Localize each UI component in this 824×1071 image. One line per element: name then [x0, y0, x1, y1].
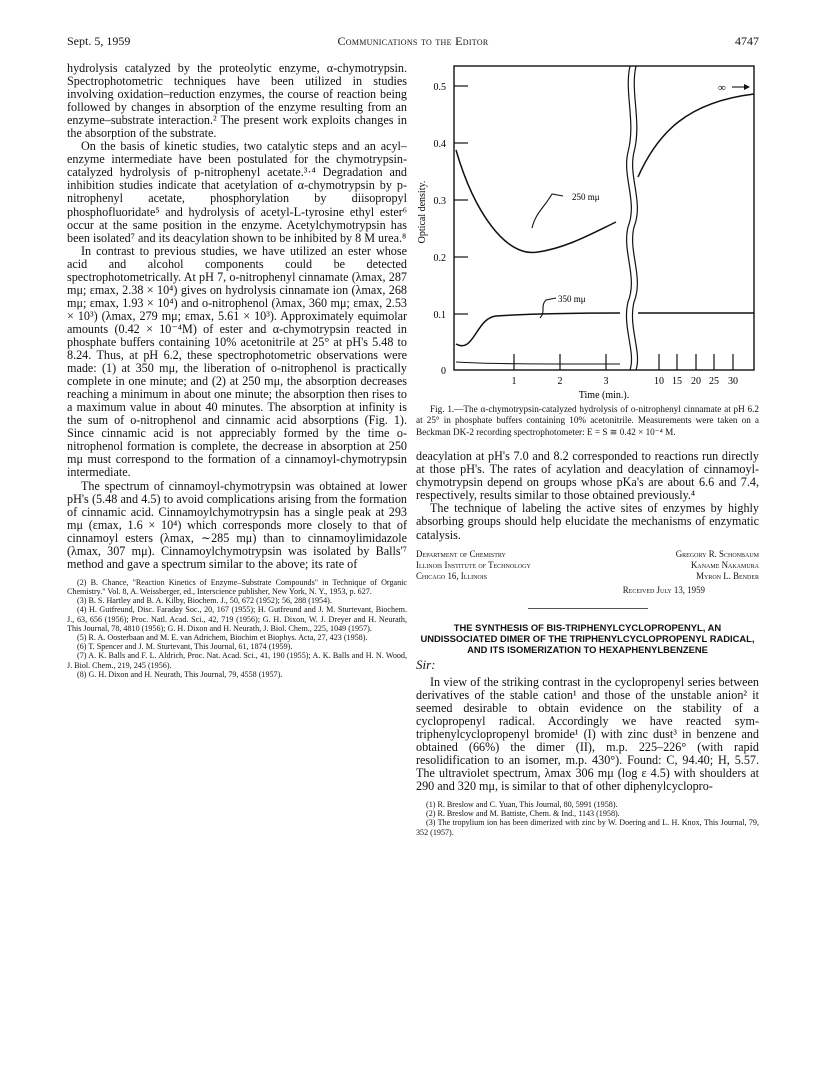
affiliation-block [416, 549, 759, 583]
left-column [67, 62, 407, 1052]
x-tick-label: 20 [691, 376, 701, 387]
header-section: Communications to the Editor [337, 34, 489, 48]
footnote: (2) B. Chance, "Reaction Kinetics of Enzyme–Substrate Compounds" in Technique of Organic Chemistry." Vol. 8, A. Weissberger, ed., Interscience publisher, New York, N. Y., 1953, p. 627. [67, 577, 407, 597]
x-tick-label: 10 [654, 376, 664, 387]
footnote: (6) T. Spencer and J. M. Sturtevant, This Journal, 61, 1874 (1959). [77, 642, 293, 652]
paragraph: On the basis of kinetic studies, two catalytic steps and an acyl–enzyme intermediate have been postulated for the chymotrypsin-catalyzed hydrolysis of p-nitrophenyl acetate.³·⁴ Degradation and inhibition studies indicate that acetylation of α-chymotrypsin by p-nitrophenyl acetate, phosphorylation by diisopropyl phosphofluoridate⁵ and hydrolysis of acetyl-L-tyrosine ethyl ester⁶ occur at the same position in the enzyme. Acetylchymotrypsin has been isolated⁷ and its deacylation shown to be inhibited by 8 M urea.⁸ [67, 139, 407, 245]
x-tick-label: 30 [728, 376, 738, 387]
x-tick-label: 15 [672, 376, 682, 387]
received-date: Received July 13, 1959 [622, 584, 705, 595]
x-tick-label: 2 [557, 376, 563, 387]
divider [528, 608, 648, 609]
footnote: (3) The tropylium ion has been dimerized with zinc by W. Doering and L. H. Knox, This Journal, 79, 352 (1957). [416, 818, 759, 837]
page-number: 4747 [735, 34, 759, 48]
y-tick-label: 0.1 [433, 310, 446, 321]
authors [676, 549, 759, 583]
article-title: THE SYNTHESIS OF BIS-TRIPHENYLCYCLOPROPENYL, AN UNDISSOCIATED DIMER OF THE TRIPHENYLCYCLOPROPENYL RADICAL, AND ITS ISOMERIZATION TO HEXAPHENYLBENZENE [420, 621, 755, 655]
footnote: (4) H. Gutfreund, Disc. Faraday Soc., 20, 167 (1955); H. Gutfreund and J. M. Sturtevant, Biochem. J., 63, 656 (1956); Proc. Natl. Acad. Sci., 42, 719 (1956); G. H. Dixon, W. J. Dreyer and H. Neurath, This Journal, 78, 4810 (1956); G. H. Dixon and H. Neurath, J. Biol. Chem., 225, 1049 (1957). [67, 605, 407, 633]
paragraph: hydrolysis catalyzed by the proteolytic enzyme, α-chymotrypsin. Spectrophotometric techniques have been utilized in studies involving oxidation–reduction enzymes, the course of reaction being followed by changes in absorption of the enzyme resulting from an enzyme–substrate interaction.² The present work exploits changes in the absorption of the substrate. [67, 61, 407, 141]
author-name: Gregory R. Schonbaum [675, 548, 759, 559]
figure-1 [416, 62, 759, 401]
baseline-curve [456, 362, 620, 364]
author-name: Kaname Nakamura [690, 559, 759, 570]
institution [416, 549, 531, 583]
footnote: (7) A. K. Balls and F. L. Aldrich, Proc. Nat. Acad. Sci., 41, 190 (1955); A. K. Balls and H. N. Wood, J. Biol. Chem., 219, 245 (1956). [67, 651, 407, 670]
paragraph: The technique of labeling the active sites of enzymes by highly absorbing groups should help elucidate the mechanisms of enzymatic catalysis. [416, 501, 759, 542]
arrow-head [744, 84, 750, 90]
institution-line: Chicago 16, Illinois [416, 571, 488, 582]
paragraph: In contrast to previous studies, we have utilized an ester whose acid and alcohol components could be detected spectrophotometrically. At pH 7, o-nitrophenyl cinnamate (λmax, 287 mμ; εmax, 2.38 × 10⁴) gives on hydrolysis cinnamate ion (λmax, 268 mμ; εmax, 1.93 × 10⁴) and o-nitrophenol (λmax, 360 mμ; εmax, 2.53 × 10³) (λmax, 279 mμ; εmax, 5.61 × 10³). Approximately equimolar amounts (0.42 × 10⁻⁴M) of ester and α-chymotrypsin reacted in phosphate buffers containing 10% acetonitrile at 25° at pH's 5.48 to 8.24. Thus, at pH 6.2, these spectrophotometric observations were made: (1) at 350 mμ, the liberation of o-nitrophenol is practically complete in one minute; and (2) at 250 mμ, the absorption decreases reaching a minimum in about one minute; the absorption then rises to a maximum value in about 40 minutes. The absorption at infinity is the sum of o-nitrophenol and cinnamic acid absorptions (Fig. 1). Since cinnamic acid is not appreciably formed by the time o-nitrophenol formation is complete, the decrease in absorption at 250 mμ must correspond to the formation of a cinnamoyl-chymotrypsin intermediate. [67, 243, 407, 480]
y-tick-label: 0.3 [433, 196, 446, 207]
x-tick-label: 3 [603, 376, 609, 387]
x-tick-label: 1 [511, 376, 517, 387]
institution-line: Illinois Institute of Technology [416, 559, 531, 570]
footnote: (8) G. H. Dixon and H. Neurath, This Journal, 79, 4558 (1957). [77, 669, 283, 679]
author-name: Myron L. Bender [696, 571, 759, 582]
salutation: Sir: [416, 656, 436, 672]
header-date: Sept. 5, 1959 [67, 34, 131, 48]
paragraph: The spectrum of cinnamoyl-chymotrypsin was obtained at lower pH's (5.48 and 4.5) to avoid complications arising from the formation of cinnamic acid. Cinnamoylchymotrypsin has a single peak at 293 mμ (εmax, 1.6 × 10⁴) which corresponds more closely to that of cinnamoyl esters (λmax, ∼285 mμ) than to cinnamoylimidazole (λmax, 307 mμ). Cinnamoylchymotrypsin was isolated by Balls'⁷ method and gave a spectrum similar to the above; its rate of [67, 478, 407, 571]
right-column [416, 62, 759, 1052]
axis-break-line [632, 66, 637, 370]
y-tick-label: 0.2 [433, 253, 446, 264]
y-axis-label: Optical density. [417, 180, 428, 244]
label-infinity: ∞ [718, 82, 726, 94]
institution-line: Department of Chemistry [416, 548, 506, 559]
y-tick-label: 0 [441, 366, 446, 377]
footnote: (3) B. S. Hartley and B. A. Kilby, Biochem. J., 50, 672 (1952); 56, 288 (1954). [77, 596, 332, 606]
curve-250nm-late [638, 94, 754, 177]
label-250nm: 250 mμ [572, 192, 600, 202]
footnote: (2) R. Breslow and M. Battiste, Chem. & Ind., 1143 (1958). [426, 809, 620, 819]
y-tick-label: 0.4 [433, 139, 446, 150]
pointer-250 [532, 194, 563, 228]
footnotes [67, 578, 407, 679]
label-350nm: 350 mμ [558, 294, 586, 304]
footnote: (1) R. Breslow and C. Yuan, This Journal, 80, 5991 (1958). [426, 800, 618, 810]
footnote: (5) R. A. Oosterbaan and M. E. van Adrichem, Biochim et Biophys. Acta, 27, 423 (1958). [77, 633, 368, 643]
running-header [67, 34, 759, 52]
paragraph: deacylation at pH's 7.0 and 8.2 corresponded to reactions run directly at those pH's. The rates of acylation and deacylation of cinnamoyl-chymotrypsin depend on groups whose pKa's are about 6.6 and 7.4, respectively, results similar to those obtained previously.⁴ [416, 449, 759, 503]
optical-density-plot [416, 62, 759, 401]
x-axis-label: Time (min.). [578, 390, 630, 401]
axis-break-line [626, 66, 631, 370]
figure-caption: Fig. 1.—The α-chymotrypsin-catalyzed hydrolysis of o-nitrophenyl cinnamate at pH 6.2 at 25° in phosphate buffers containing 10% acetonitrile. Measurements were taken on a Beckman DK-2 recording spectrophotometer: E = S ≅ 0.42 × 10⁻⁴ M. [416, 404, 759, 437]
y-tick-label: 0.5 [433, 82, 446, 93]
pointer-350 [540, 298, 556, 318]
plot-frame [454, 66, 754, 370]
footnotes [416, 800, 759, 837]
curve-350nm [456, 313, 620, 346]
x-tick-label: 25 [709, 376, 719, 387]
paragraph: In view of the striking contrast in the cyclopropenyl series between derivatives of the stable cation¹ and those of the unstable anion² it seemed desirable to obtain evidence on the stability of a cyclopropenyl radical. Accordingly we have reacted sym-triphenylcyclopropenyl bromide¹ (I) with zinc dust³ in benzene and obtained (66%) the dimer (II), m.p. 225–226° (with rapid resolidification to an isomer, m.p. 430°). Found: C, 94.40; H, 5.57. The ultraviolet spectrum, λmax 306 mμ (log ε 4.5) with shoulders at 290 and 320 mμ, is similar to that of other diphenylcyclopro- [416, 674, 759, 794]
